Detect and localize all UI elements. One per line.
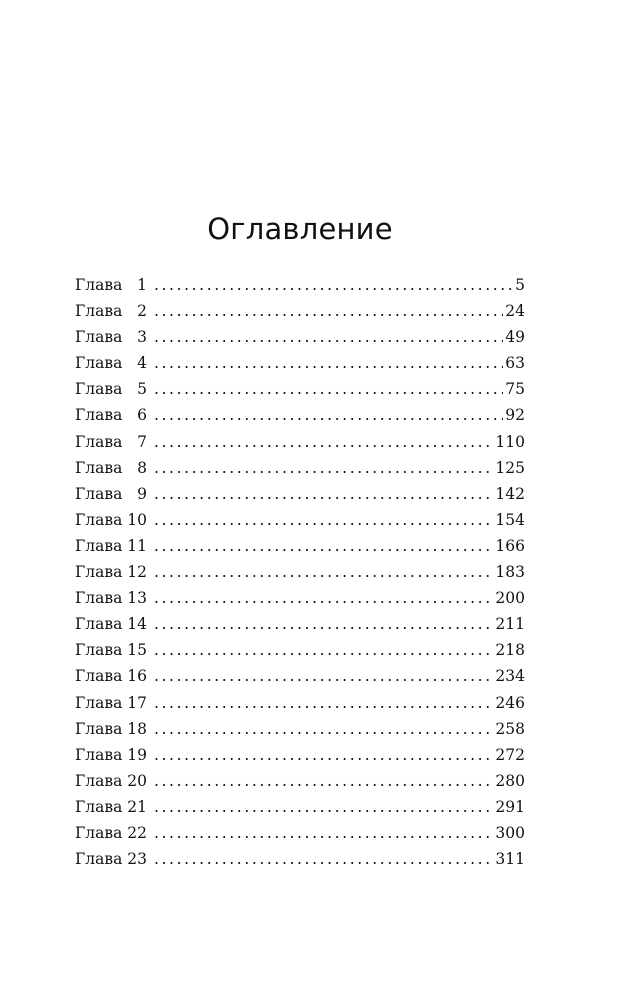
toc-entry	[75, 768, 525, 794]
toc-entry	[75, 742, 525, 768]
chapter-label: Глава	[75, 641, 123, 660]
toc-entry	[75, 533, 525, 559]
chapter-number: 15	[127, 641, 147, 660]
chapter-number: 21	[127, 797, 147, 816]
chapter-number: 18	[127, 719, 147, 738]
dot-leader	[154, 455, 493, 481]
toc-entry	[75, 455, 525, 481]
toc-entry	[75, 794, 525, 820]
page-number: 125	[495, 458, 525, 477]
chapter-number: 10	[127, 510, 147, 529]
chapter-number: 5	[137, 380, 147, 399]
chapter-number: 17	[127, 693, 147, 712]
chapter-label: Глава	[75, 276, 123, 294]
dot-leader	[154, 324, 503, 350]
toc-entry	[75, 690, 525, 716]
dot-leader	[154, 690, 493, 716]
page-number: 272	[495, 745, 525, 764]
toc-entry	[75, 585, 525, 611]
chapter-number: 13	[127, 589, 147, 608]
page-number: 258	[495, 719, 525, 738]
chapter-number: 22	[127, 823, 147, 842]
chapter-number: 12	[127, 563, 147, 582]
chapter-number: 8	[137, 458, 147, 477]
toc-entry	[75, 350, 525, 376]
chapter-label: Глава	[75, 536, 123, 555]
dot-leader	[154, 272, 513, 298]
chapter-number: 3	[137, 328, 147, 347]
chapter-label: Глава	[75, 380, 123, 399]
chapter-label: Глава	[75, 354, 123, 373]
dot-leader	[154, 298, 503, 324]
toc-entry	[75, 663, 525, 689]
chapter-label: Глава	[75, 406, 123, 425]
dot-leader	[154, 559, 493, 585]
dot-leader	[154, 376, 503, 402]
chapter-label: Глава	[75, 302, 123, 321]
chapter-label: Глава	[75, 745, 123, 764]
page-number: 234	[495, 667, 525, 686]
table-of-contents	[75, 272, 525, 872]
toc-entry	[75, 324, 525, 350]
toc-entry	[75, 846, 525, 872]
page-number: 5	[515, 276, 525, 294]
page-number: 218	[495, 641, 525, 660]
dot-leader	[154, 716, 493, 742]
page-number: 246	[495, 693, 525, 712]
chapter-number: 20	[127, 771, 147, 790]
dot-leader	[154, 768, 493, 794]
dot-leader	[154, 611, 493, 637]
chapter-label: Глава	[75, 328, 123, 347]
chapter-number: 14	[127, 615, 147, 634]
toc-entry	[75, 637, 525, 663]
page-number: 63	[505, 354, 525, 373]
page-number: 49	[505, 328, 525, 347]
toc-entry	[75, 716, 525, 742]
chapter-label: Глава	[75, 458, 123, 477]
chapter-number: 6	[137, 406, 147, 425]
chapter-label: Глава	[75, 823, 123, 842]
chapter-label: Глава	[75, 797, 123, 816]
toc-entry	[75, 559, 525, 585]
page-number: 291	[495, 797, 525, 816]
page-number: 200	[495, 589, 525, 608]
chapter-number: 11	[127, 536, 147, 555]
page-number: 166	[495, 536, 525, 555]
dot-leader	[154, 507, 493, 533]
chapter-label: Глава	[75, 719, 123, 738]
chapter-number: 2	[137, 302, 147, 321]
toc-entry	[75, 611, 525, 637]
chapter-label: Глава	[75, 850, 123, 869]
dot-leader	[154, 742, 493, 768]
chapter-label: Глава	[75, 432, 123, 451]
toc-entry	[75, 298, 525, 324]
dot-leader	[154, 402, 503, 428]
chapter-number: 4	[137, 354, 147, 373]
page-number: 183	[495, 563, 525, 582]
toc-entry	[75, 376, 525, 402]
dot-leader	[154, 350, 503, 376]
dot-leader	[154, 533, 493, 559]
chapter-number: 7	[137, 432, 147, 451]
page-title: Оглавление	[207, 212, 393, 246]
chapter-label: Глава	[75, 667, 123, 686]
chapter-number: 23	[127, 850, 147, 869]
page-number: 300	[495, 823, 525, 842]
dot-leader	[154, 820, 493, 846]
toc-entry	[75, 820, 525, 846]
page-number: 92	[505, 406, 525, 425]
chapter-number: 16	[127, 667, 147, 686]
dot-leader	[154, 794, 493, 820]
dot-leader	[154, 429, 493, 455]
page-number: 24	[505, 302, 525, 321]
chapter-number: 1	[137, 276, 147, 294]
dot-leader	[154, 846, 493, 872]
dot-leader	[154, 585, 493, 611]
chapter-label: Глава	[75, 563, 123, 582]
page-number: 75	[505, 380, 525, 399]
dot-leader	[154, 663, 493, 689]
page-number: 211	[495, 615, 525, 634]
page-number: 280	[495, 771, 525, 790]
chapter-label: Глава	[75, 771, 123, 790]
dot-leader	[154, 481, 493, 507]
chapter-label: Глава	[75, 693, 123, 712]
chapter-label: Глава	[75, 615, 123, 634]
toc-entry	[75, 402, 525, 428]
page-number: 311	[495, 850, 525, 869]
chapter-label: Глава	[75, 510, 123, 529]
page-number: 110	[495, 432, 525, 451]
chapter-number: 9	[137, 484, 147, 503]
page-number: 142	[495, 484, 525, 503]
dot-leader	[154, 637, 493, 663]
page-number: 154	[495, 510, 525, 529]
chapter-number: 19	[127, 745, 147, 764]
chapter-label: Глава	[75, 484, 123, 503]
toc-entry	[75, 481, 525, 507]
toc-entry	[75, 429, 525, 455]
toc-entry	[75, 507, 525, 533]
toc-entry	[75, 272, 525, 298]
chapter-label: Глава	[75, 589, 123, 608]
